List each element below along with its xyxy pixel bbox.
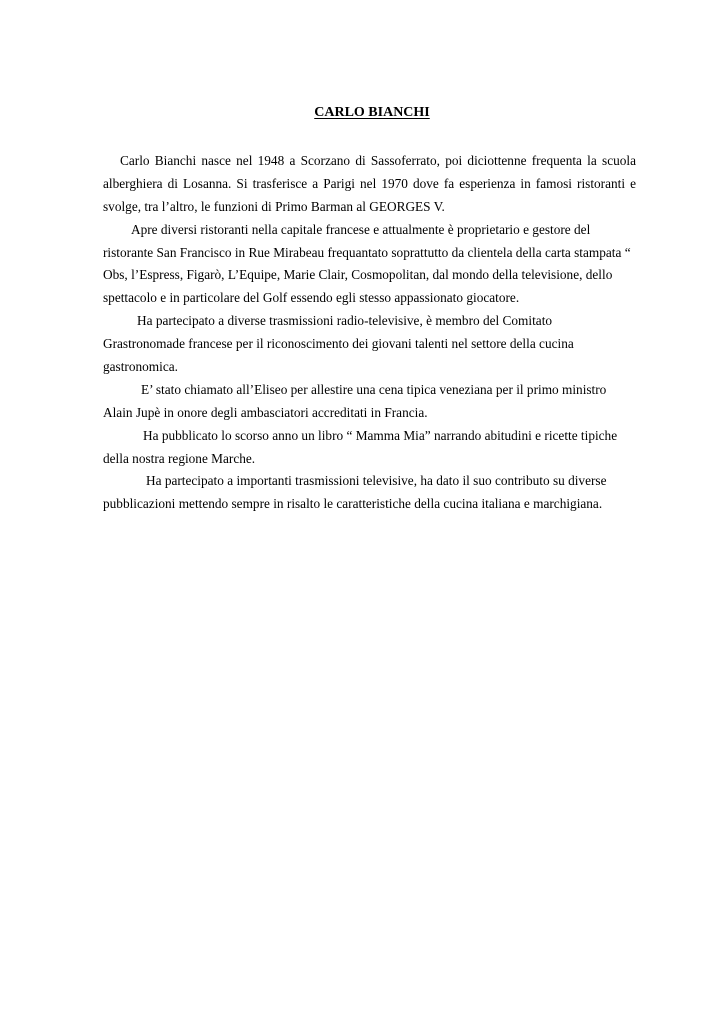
paragraph-3-line-1: Ha partecipato a diverse trasmissioni radio-televisive, è membro del Comitato (137, 313, 553, 329)
paragraph-2-line-2: ristorante San Francisco in Rue Mirabeau frequantato soprattutto da clientela della carta stampata “ (103, 244, 631, 260)
paragraph-5-line-2: della nostra regione Marche. (103, 450, 256, 466)
paragraph-5-line-1: Ha pubblicato lo scorso anno un libro “ Mamma Mia” narrando abitudini e ricette tipiche (143, 427, 618, 443)
paragraph-1-line-1: Carlo Bianchi nasce nel 1948 a Scorzano di Sassoferrato, poi diciottenne frequenta la scuola (120, 153, 636, 168)
paragraph-6-line-2: pubblicazioni mettendo sempre in risalto le caratteristiche della cucina italiana e marchigiana. (103, 496, 603, 512)
paragraph-2-line-1: Apre diversi ristoranti nella capitale francese e attualmente è proprietario e gestore del (131, 221, 591, 237)
paragraph-6-line-1: Ha partecipato a importanti trasmissioni televisive, ha dato il suo contributo su diverse (146, 473, 607, 489)
paragraph-1-line-2: alberghiera di Losanna. Si trasferisce a Parigi nel 1970 dove fa esperienza in famosi ristoranti e (103, 175, 636, 191)
paragraph-4-line-1: E’ stato chiamato all’Eliseo per allestire una cena tipica veneziana per il primo ministro (141, 381, 607, 397)
paragraph-2-line-4: spettacolo e in particolare del Golf essendo egli stesso appassionato giocatore. (103, 290, 520, 306)
paragraph-3-line-3: gastronomica. (103, 359, 178, 375)
document-title-text: CARLO BIANCHI (314, 105, 430, 120)
paragraph-3-line-2: Grastronomade francese per il riconoscimento dei giovani talenti nel settore della cucina (103, 336, 574, 352)
paragraph-4-line-2: Alain Jupè in onore degli ambasciatori accreditati in Francia. (103, 404, 428, 420)
paragraph-2-line-3: Obs, l’Espress, Figarò, L’Equipe, Marie Clair, Cosmopolitan, dal mondo della televisione, dello (103, 267, 613, 283)
document-title (0, 104, 724, 122)
paragraph-1-line-3: svolge, tra l’altro, le funzioni di Primo Barman al GEORGES V. (103, 198, 445, 214)
document-body (103, 150, 636, 516)
